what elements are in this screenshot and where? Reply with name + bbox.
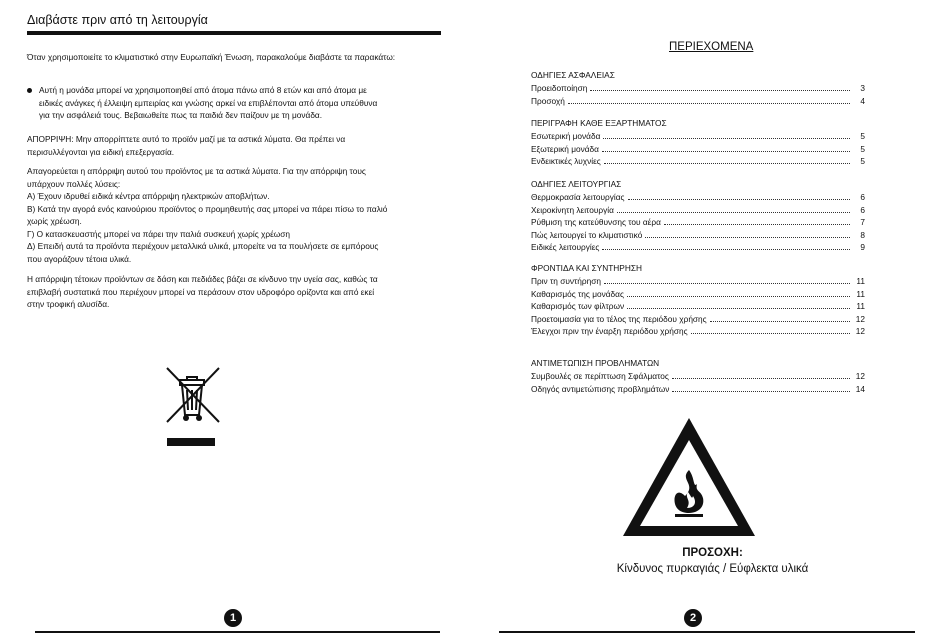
toc-entry[interactable] bbox=[531, 276, 865, 289]
toc-entry-label: Έλεγχοι πριν την έναρξη περιόδου χρήσης bbox=[531, 326, 688, 336]
toc-entry-label: Συμβουλές σε περίπτωση Σφάλματος bbox=[531, 371, 669, 381]
toc-entry-page: 12 bbox=[855, 313, 865, 324]
disposal-line: περισυλλέγονται για ειδική επεξεργασία. bbox=[27, 146, 175, 157]
toc-entry-label: Θερμοκρασία λειτουργίας bbox=[531, 192, 625, 202]
option-line: χωρίς χρέωση. bbox=[27, 216, 82, 226]
toc-entry-page: 7 bbox=[860, 217, 865, 227]
toc-leader bbox=[672, 385, 850, 392]
toc-entry-page: 11 bbox=[856, 301, 865, 311]
page-heading: Διαβάστε πριν από τη λειτουργία bbox=[27, 13, 208, 27]
option-line: Γ) Ο κατασκευαστής μπορεί να πάρει την παλιά συσκευή χωρίς χρέωση bbox=[27, 228, 290, 239]
toc-section-title: ΦΡΟΝΤΙΔΑ ΚΑΙ ΣΥΝΤΗΡΗΣΗ bbox=[531, 263, 642, 273]
toc-entry[interactable] bbox=[531, 230, 865, 243]
footer-rule bbox=[499, 631, 915, 633]
toc-entry-label: Οδηγός αντιμετώπισης προβλημάτων bbox=[531, 383, 670, 394]
bullet-paragraph bbox=[27, 84, 437, 122]
toc-leader bbox=[568, 97, 850, 104]
bullet-line: Αυτή η μονάδα μπορεί να χρησιμοποιηθεί από άτομα πάνω από 8 ετών και από άτομα με bbox=[39, 85, 367, 95]
toc-entry-page: 11 bbox=[856, 276, 865, 286]
toc-entry[interactable] bbox=[531, 217, 865, 230]
toc-entry[interactable] bbox=[531, 192, 865, 205]
toc-leader bbox=[710, 315, 850, 322]
toc-section-parts bbox=[531, 118, 865, 169]
toc-section-troubleshooting bbox=[531, 358, 865, 396]
warning-text: Κίνδυνος πυρκαγιάς / Εύφλεκτα υλικά bbox=[616, 563, 809, 575]
toc-leader bbox=[602, 243, 850, 250]
toc-entry[interactable] bbox=[531, 314, 865, 327]
option-line: υπάρχουν πολλές λύσεις: bbox=[27, 178, 121, 189]
disposal-options-paragraph bbox=[27, 165, 439, 265]
toc-leader bbox=[604, 277, 850, 284]
toc-entry[interactable] bbox=[531, 384, 865, 397]
toc-leader bbox=[627, 290, 850, 297]
option-line: Δ) Επειδή αυτά τα προϊόντα περιέχουν μεταλλικά υλικά, μπορείτε να τα πουλήσετε σε εμπόρους bbox=[27, 241, 379, 251]
intro-text: Όταν χρησιμοποιείτε το κλιματιστικό στην Ευρωπαϊκή Ένωση, παρακαλούμε διαβάστε τα παρακάτω: bbox=[27, 52, 396, 62]
toc-entry-label: Καθαρισμός της μονάδας bbox=[531, 288, 624, 299]
toc-leader bbox=[691, 327, 850, 334]
toc-entry-label: Εσωτερική μονάδα bbox=[531, 131, 601, 141]
toc-entry-page: 4 bbox=[860, 95, 865, 106]
risk-paragraph bbox=[27, 273, 439, 311]
toc-entry-label: Προετοιμασία για το τέλος της περιόδου χρήσης bbox=[531, 313, 707, 324]
toc-entry-page: 6 bbox=[860, 192, 865, 202]
bullet-line: για την ασφάλειά τους. Βεβαιωθείτε πως τα παιδιά δεν παίζουν με τη μονάδα. bbox=[39, 110, 323, 120]
toc-entry[interactable] bbox=[531, 131, 865, 144]
toc-section-title: ΟΔΗΓΙΕΣ ΑΣΦΑΛΕΙΑΣ bbox=[531, 70, 615, 80]
toc-entry[interactable] bbox=[531, 326, 865, 339]
toc-leader bbox=[617, 206, 850, 213]
toc-entry[interactable] bbox=[531, 289, 865, 302]
toc-entry[interactable] bbox=[531, 144, 865, 157]
toc-leader bbox=[590, 84, 850, 91]
toc-entry-label: Εξωτερική μονάδα bbox=[531, 143, 599, 154]
toc-entry-label: Χειροκίνητη λειτουργία bbox=[531, 204, 614, 215]
toc-section-maintenance bbox=[531, 263, 865, 339]
page-number-badge: 2 bbox=[684, 609, 702, 627]
toc-entry[interactable] bbox=[531, 301, 865, 314]
toc-entry-page: 12 bbox=[855, 371, 865, 381]
bullet-line: ειδικές ανάγκες ή έλλειψη εμπειρίας και γνώσης αρκεί να επιβλέπονται από άτομα υπεύθυνα bbox=[39, 97, 378, 108]
risk-line: στην τροφική αλυσίδα. bbox=[27, 299, 110, 309]
risk-line: επιβλαβή συστατικά που περιέχουν μπορεί να περάσουν στον υδροφόρο ορίζοντα και από εκεί bbox=[27, 286, 375, 297]
toc-section-title: ΑΝΤΙΜΕΤΩΠΙΣΗ ΠΡΟΒΛΗΜΑΤΩΝ bbox=[531, 358, 660, 368]
page-number-badge: 1 bbox=[224, 609, 242, 627]
toc-title: ΠΕΡΙΕΧΟΜΕΝΑ bbox=[669, 41, 754, 53]
toc-entry-label: Προσοχή bbox=[531, 95, 565, 106]
flammable-warning-icon bbox=[623, 418, 755, 538]
toc-entry-label: Καθαρισμός των φίλτρων bbox=[531, 301, 625, 311]
toc-leader bbox=[672, 372, 850, 379]
toc-section-title: ΟΔΗΓΙΕΣ ΛΕΙΤΟΥΡΓΙΑΣ bbox=[531, 179, 622, 189]
toc-entry-page: 3 bbox=[860, 83, 865, 93]
toc-entry-page: 6 bbox=[860, 204, 865, 215]
disposal-paragraph bbox=[27, 133, 439, 158]
toc-entry-label: Πριν τη συντήρηση bbox=[531, 276, 601, 286]
risk-line: Η απόρριψη τέτοιων προϊόντων σε δάση και πεδιάδες βάζει σε κίνδυνο την υγεία σας, καθώς τα bbox=[27, 274, 378, 284]
toc-entry-page: 8 bbox=[860, 229, 865, 240]
toc-entry-label: Πώς λειτουργεί το κλιματιστικό bbox=[531, 229, 643, 240]
toc-entry[interactable] bbox=[531, 96, 865, 109]
option-line: Απαγορεύεται η απόρριψη αυτού του προϊόντος με τα αστικά λύματα. Για την απόρριψη τους bbox=[27, 166, 366, 176]
toc-entry-page: 11 bbox=[856, 288, 865, 299]
toc-leader bbox=[664, 218, 850, 225]
toc-entry[interactable] bbox=[531, 205, 865, 218]
toc-section-operation bbox=[531, 179, 865, 255]
toc-section-title: ΠΕΡΙΓΡΑΦΗ ΚΑΘΕ ΕΞΑΡΤΗΜΑΤΟΣ bbox=[531, 118, 667, 128]
toc-entry-label: Ενδεικτικές λυχνίες bbox=[531, 156, 601, 166]
bullet-dot bbox=[27, 88, 32, 93]
toc-entry-label: Προειδοποίηση bbox=[531, 83, 588, 93]
toc-leader bbox=[628, 193, 850, 200]
toc-entry-page: 5 bbox=[860, 156, 865, 166]
toc-leader bbox=[645, 231, 850, 238]
weee-crossed-bin-icon bbox=[163, 366, 223, 450]
toc-section-safety bbox=[531, 70, 865, 108]
warning-title: ΠΡΟΣΟΧΗ: bbox=[682, 547, 743, 559]
option-line: Β) Κατά την αγορά ενός καινούριου προϊόντος ο προμηθευτής σας μπορεί να πάρει πίσω το παλιό bbox=[27, 203, 388, 214]
toc-leader bbox=[602, 145, 850, 152]
heading-rule bbox=[27, 31, 441, 35]
toc-entry-page: 5 bbox=[860, 131, 865, 141]
toc-entry-label: Ειδικές λειτουργίες bbox=[531, 242, 600, 252]
toc-entry-page: 12 bbox=[855, 326, 865, 336]
toc-entry[interactable] bbox=[531, 83, 865, 96]
option-line: που αγοράζουν τέτοια υλικά. bbox=[27, 253, 132, 264]
toc-leader bbox=[627, 302, 850, 309]
toc-leader bbox=[604, 157, 850, 164]
toc-entry-page: 9 bbox=[860, 242, 865, 252]
toc-entry-label: Ρύθμιση της κατεύθυνσης του αέρα bbox=[531, 217, 661, 227]
option-line: Α) Έχουν ιδρυθεί ειδικά κέντρα απόρριψη ηλεκτρικών αποβλήτων. bbox=[27, 191, 270, 201]
disposal-line: ΑΠΟΡΡΙΨΗ: Μην απορρίπτετε αυτό το προϊόν μαζί με τα αστικά λύματα. Θα πρέπει να bbox=[27, 134, 346, 144]
footer-rule bbox=[35, 631, 440, 633]
toc-entry[interactable] bbox=[531, 242, 865, 255]
toc-leader bbox=[603, 132, 850, 139]
toc-entry-page: 14 bbox=[855, 383, 865, 394]
toc-entry[interactable] bbox=[531, 371, 865, 384]
toc-entry[interactable] bbox=[531, 156, 865, 169]
toc-entry-page: 5 bbox=[860, 143, 865, 154]
